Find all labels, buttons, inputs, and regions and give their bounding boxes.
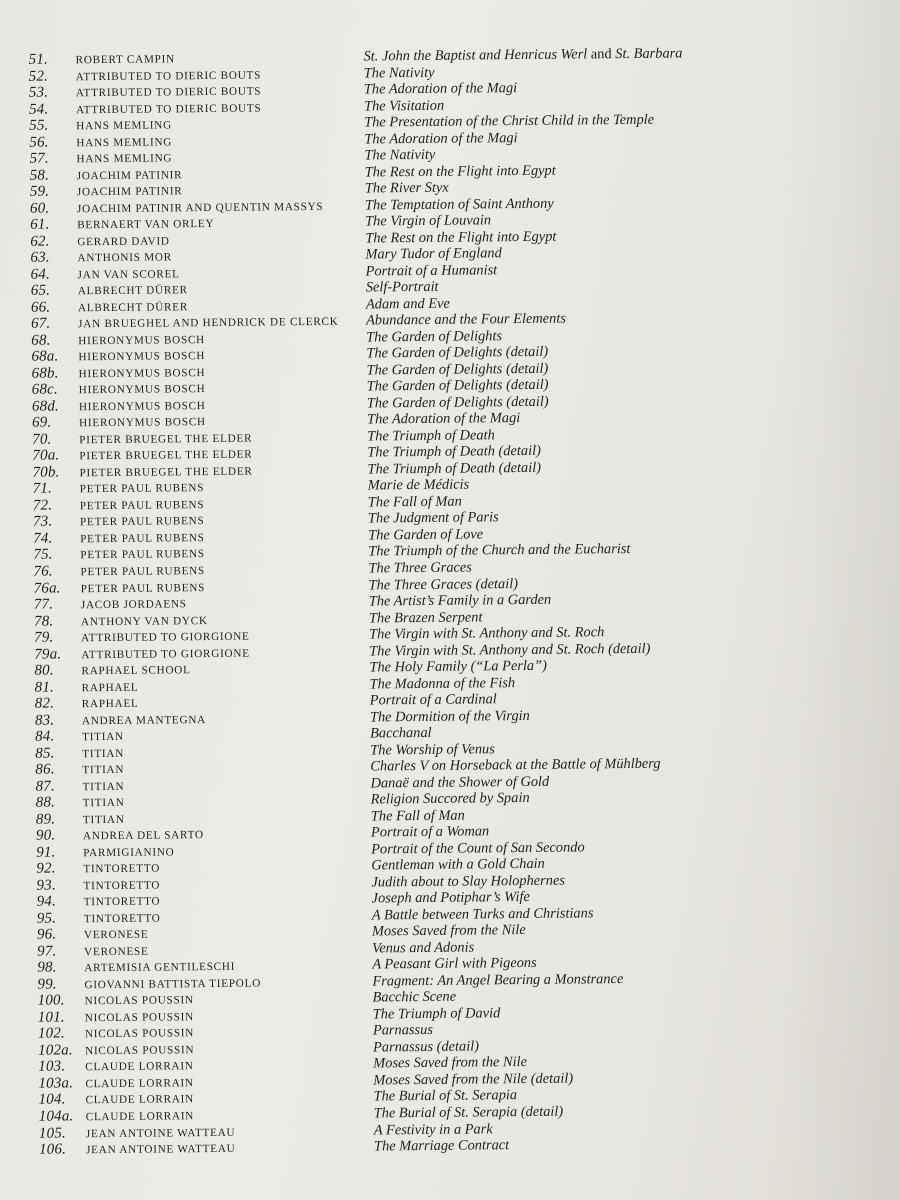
plate-title-text: The Burial of St. Serapia (detail) (373, 1103, 564, 1122)
plate-number: 64. (30, 266, 51, 283)
plate-artist: TITIAN (82, 780, 125, 793)
plate-title-text: The Worship of Venus (370, 740, 495, 759)
plate-number: 75. (33, 546, 53, 564)
plate-title-text: The Adoration of the Magi (364, 129, 518, 148)
plate-number: 71. (32, 480, 53, 498)
plate-number: 85. (35, 745, 55, 762)
plate-title (372, 922, 526, 939)
plate-artist: TINTORETTO (83, 879, 161, 893)
plate-title-text: Self-Portrait (365, 279, 439, 296)
plate-number: 60. (29, 200, 50, 217)
plate-title-text: The Virgin with St. Anthony and St. Roch (369, 624, 605, 643)
plate-number: 77. (33, 596, 54, 613)
plate-artist: PETER PAUL RUBENS (80, 565, 206, 579)
plate-artist: JACOB JORDAENS (80, 598, 187, 612)
plate-title (365, 228, 556, 246)
plate-title (372, 971, 623, 989)
plate-title-text: The Visitation (363, 97, 445, 115)
plate-title (366, 279, 439, 296)
plate-title (364, 80, 517, 97)
plate-number: 68b. (31, 365, 59, 382)
plate-artist: JEAN ANTOINE WATTEAU (85, 1126, 236, 1140)
plate-title (370, 741, 495, 758)
plate-title (373, 1038, 479, 1055)
plate-title (367, 377, 549, 395)
plate-artist: HANS MEMLING (76, 152, 173, 166)
plate-title-text: Adam and Eve (365, 295, 450, 313)
plate-title (366, 311, 566, 329)
plate-artist: PIETER BRUEGEL THE ELDER (79, 448, 253, 463)
plate-number: 68c. (31, 381, 59, 399)
plate-title (369, 576, 518, 593)
plate-artist: HIERONYMUS BOSCH (79, 416, 206, 430)
plate-title-text: A Battle between Turks and Christians (371, 905, 594, 924)
plate-title (370, 708, 530, 726)
plate-title (373, 1071, 573, 1089)
plate-title-text: The Virgin of Louvain (365, 212, 492, 230)
plate-title (372, 955, 537, 973)
plate-artist: TITIAN (82, 797, 125, 810)
plate-number: 80. (34, 662, 54, 679)
plate-number: 99. (37, 976, 57, 993)
plate-title (369, 624, 604, 642)
plate-artist: HIERONYMUS BOSCH (78, 399, 206, 414)
plate-title (364, 147, 435, 164)
plate-number: 100. (37, 992, 65, 1010)
plate-artist: ANDREA DEL SARTO (82, 829, 204, 843)
plate-number: 102a. (38, 1042, 73, 1059)
plate-number: 63. (30, 249, 50, 266)
plate-number: 79. (34, 629, 54, 646)
plate-number: 76. (33, 563, 53, 580)
plate-artist: CLAUDE LORRAIN (85, 1060, 194, 1074)
plate-title (366, 328, 502, 345)
plate-title (366, 295, 450, 312)
plate-artist: HANS MEMLING (76, 135, 173, 149)
plate-artist: VERONESE (83, 928, 149, 942)
plate-number: 104a. (38, 1108, 74, 1125)
plate-title-text: The Holy Family (“La Perla”) (369, 657, 547, 676)
plate-number: 91. (36, 844, 56, 861)
plate-title-text: The Garden of Delights (detail) (366, 344, 549, 362)
plate-artist: JAN VAN SCOREL (77, 267, 180, 281)
plate-title-extra: St. Barbara (615, 45, 683, 63)
plate-artist: CLAUDE LORRAIN (85, 1077, 194, 1091)
plate-artist: TINTORETTO (83, 862, 161, 876)
plate-title (368, 559, 472, 576)
plate-title-text: Marie de Médicis (367, 476, 470, 494)
plate-artist: JOACHIM PATINIR (76, 185, 183, 199)
plate-title-text: The Adoration of the Magi (363, 80, 518, 98)
plate-number: 66. (30, 299, 51, 316)
plate-artist: JEAN ANTOINE WATTEAU (85, 1142, 236, 1157)
plate-number: 105. (38, 1124, 67, 1142)
plate-artist: ALBRECHT DÜRER (77, 300, 189, 314)
plate-title-text: The Dormition of the Virgin (369, 707, 530, 726)
plate-artist: TITIAN (82, 813, 125, 826)
plate-title (370, 725, 432, 742)
plate-number: 68d. (31, 398, 60, 415)
plate-title (366, 361, 548, 379)
plate-number: 58. (29, 167, 50, 184)
plate-artist: BERNAERT VAN ORLEY (77, 218, 215, 232)
plate-artist: GERARD DAVID (77, 235, 170, 248)
plate-title (366, 344, 548, 362)
plate-title-text: The Garden of Love (368, 526, 484, 544)
plate-number: 73. (32, 513, 53, 531)
plate-title-text: The Triumph of Death (detail) (367, 443, 541, 461)
plate-title-text: The Fall of Man (367, 493, 462, 511)
plate-artist: ATTRIBUTED TO DIERIC BOUTS (75, 69, 262, 83)
plate-title-text: Charles V on Horseback at the Battle of Mühlberg (370, 755, 661, 775)
plate-title (371, 839, 585, 857)
plate-title-text: The Triumph of the Church and the Eucharist (368, 541, 631, 560)
plate-title-text: The Rest on the Flight into Egypt (364, 162, 556, 181)
plate-title (364, 97, 444, 114)
plate-title (372, 905, 594, 923)
plate-title-text: A Festivity in a Park (373, 1120, 493, 1138)
plate-title (372, 939, 474, 956)
plate-title (367, 394, 549, 412)
plate-title (367, 460, 541, 478)
plate-number: 74. (33, 530, 53, 547)
plate-title (367, 410, 520, 427)
plate-artist: HIERONYMUS BOSCH (78, 383, 206, 397)
plate-title-text: The Burial of St. Serapia (373, 1087, 518, 1105)
plate-number: 92. (36, 860, 56, 877)
plate-artist: ROBERT CAMPIN (75, 53, 175, 67)
plate-artist: JOACHIM PATINIR (76, 168, 183, 182)
plate-title-text: Danaë and the Shower of Gold (370, 773, 550, 792)
plate-title-text: The Three Graces (368, 559, 472, 577)
plate-title-text: Portrait of a Humanist (365, 261, 498, 280)
plate-artist: VERONESE (84, 945, 149, 959)
plate-artist: RAPHAEL (81, 681, 139, 694)
plate-title (373, 1022, 433, 1039)
plate-title (365, 212, 491, 229)
plate-title (368, 526, 483, 543)
plate-number: 97. (37, 943, 57, 960)
plate-title (364, 64, 435, 81)
plate-title-text: Religion Succored by Spain (370, 790, 530, 808)
plate-number: 89. (35, 811, 56, 828)
plate-title-text: The Temptation of Saint Anthony (364, 195, 554, 214)
plate-title-text: The Triumph of Death (detail) (367, 459, 542, 478)
plate-title-text: The Garden of Delights (366, 327, 503, 346)
plate-title-text: The Nativity (364, 146, 436, 164)
plate-title (368, 494, 462, 511)
plate-title-text: Mary Tudor of England (365, 245, 502, 263)
plate-artist: ATTRIBUTED TO DIERIC BOUTS (75, 85, 262, 100)
plate-title-text: The Brazen Serpent (368, 608, 483, 627)
plate-number: 103. (38, 1058, 66, 1076)
plate-title (369, 640, 650, 659)
plate-number: 93. (36, 877, 56, 894)
plate-title-text: The Garden of Delights (detail) (366, 393, 549, 412)
plate-number: 52. (28, 68, 49, 85)
plate-number: 57. (29, 150, 49, 167)
plate-title (370, 691, 497, 708)
plate-number: 79a. (34, 646, 62, 663)
plate-title (369, 592, 552, 610)
plate-title (368, 477, 470, 494)
plate-title (371, 790, 530, 808)
plate-title-text: Venus and Adonis (372, 939, 475, 957)
plate-title (370, 773, 549, 791)
plate-title-text: Fragment: An Angel Bearing a Monstrance (372, 970, 624, 990)
plate-title (365, 180, 449, 197)
plate-artist: HIERONYMUS BOSCH (78, 333, 206, 348)
plate-number: 78. (33, 613, 54, 630)
plate-artist: CLAUDE LORRAIN (85, 1093, 195, 1107)
plate-artist: ATTRIBUTED TO GIORGIONE (81, 630, 250, 645)
plate-title-text: The Garden of Delights (detail) (366, 377, 549, 395)
plate-title-text: The River Styx (364, 179, 449, 197)
plate-artist: ANTHONY VAN DYCK (80, 614, 208, 628)
plate-number: 55. (29, 117, 49, 134)
plate-artist: NICOLAS POUSSIN (84, 1011, 195, 1025)
plate-number: 81. (34, 679, 55, 696)
plate-artist: NICOLAS POUSSIN (84, 994, 194, 1008)
plate-number: 101. (37, 1009, 65, 1026)
plate-artist: HIERONYMUS BOSCH (78, 366, 206, 381)
plate-title (369, 658, 547, 676)
plate-artist: ANDREA MANTEGNA (81, 713, 207, 727)
plate-title (371, 856, 545, 874)
plate-title-text: Bacchic Scene (372, 989, 457, 1006)
plate-title-text: Joseph and Potiphar’s Wife (371, 889, 530, 907)
plate-number: 51. (28, 51, 49, 68)
plate-title (371, 807, 465, 824)
plate-number: 69. (31, 414, 52, 432)
plate-title-text: The Virgin with St. Anthony and St. Roch (detail) (369, 640, 651, 660)
plate-title-text: Gentleman with a Gold Chain (371, 856, 545, 874)
plate-title (374, 1137, 509, 1154)
plate-title-text: The Adoration of the Magi (366, 410, 521, 428)
plate-title-text: The Judgment of Paris (367, 509, 499, 527)
plate-title-text: The Three Graces (detail) (368, 575, 519, 593)
plate-number: 87. (35, 778, 55, 795)
plate-number: 82. (34, 695, 55, 712)
plate-title-text: The Presentation of the Christ Child in the Temple (364, 111, 655, 131)
plate-number: 106. (38, 1141, 67, 1158)
plate-title (367, 443, 541, 461)
plate-number: 96. (36, 926, 57, 944)
plate-number: 61. (30, 216, 50, 233)
plate-artist: PIETER BRUEGEL THE ELDER (79, 432, 253, 447)
plate-title (372, 889, 530, 907)
plate-artist: ALBRECHT DÜRER (77, 284, 188, 298)
plate-artist: TINTORETTO (83, 895, 161, 909)
plate-number: 70. (32, 431, 52, 448)
plate-number: 86. (35, 761, 55, 778)
plate-artist: NICOLAS POUSSIN (85, 1044, 195, 1058)
plate-artist: NICOLAS POUSSIN (84, 1027, 195, 1041)
plate-number: 65. (30, 282, 51, 299)
plate-number: 90. (35, 827, 56, 844)
plate-number: 84. (34, 728, 55, 745)
plate-artist: HIERONYMUS BOSCH (78, 350, 206, 364)
plate-title-text: Moses Saved from the Nile (detail) (373, 1070, 574, 1089)
plate-title-text: Portrait of a Woman (370, 823, 490, 841)
plate-title (371, 872, 565, 890)
plate-title (365, 162, 556, 180)
plate-title-text: Portrait of a Cardinal (369, 691, 497, 709)
plate-artist: CLAUDE LORRAIN (85, 1110, 195, 1124)
plate-artist: JOACHIM PATINIR AND QUENTIN MASSYS (76, 200, 324, 215)
plate-title-text: The Fall of Man (370, 807, 465, 825)
plate-title (370, 675, 516, 692)
plate-title-text: The Nativity (363, 64, 435, 82)
plate-number: 62. (30, 233, 50, 250)
plate-number: 88. (35, 794, 56, 811)
plate-title (368, 541, 630, 560)
plate-artist: PETER PAUL RUBENS (80, 581, 206, 595)
plate-artist: PETER PAUL RUBENS (79, 482, 205, 496)
plate-number: 98. (37, 959, 57, 977)
plate-title (365, 195, 554, 213)
plate-number: 103a. (38, 1075, 74, 1092)
plate-title (369, 609, 483, 626)
plate-number: 56. (29, 134, 49, 151)
plate-artist: PETER PAUL RUBENS (80, 532, 205, 546)
plate-title-text: Abundance and the Four Elements (366, 310, 566, 329)
plate-artist: PIETER BRUEGEL THE ELDER (79, 465, 253, 480)
plate-title-text: The Garden of Delights (detail) (366, 360, 549, 379)
plate-artist: HANS MEMLING (76, 119, 172, 133)
plate-artist: RAPHAEL (81, 697, 139, 711)
plate-title (367, 427, 495, 444)
plate-artist: RAPHAEL SCHOOL (81, 664, 191, 678)
plate-title-text: The Rest on the Flight into Egypt (365, 228, 557, 247)
plate-number: 68a. (31, 348, 59, 365)
plate-artist: TITIAN (82, 730, 124, 744)
plate-artist: GIOVANNI BATTISTA TIEPOLO (84, 977, 262, 992)
plate-artist: ANTHONIS MOR (77, 251, 173, 265)
plate-title (373, 989, 457, 1006)
plate-number: 59. (29, 183, 50, 200)
plate-title (366, 262, 498, 279)
plate-number: 67. (31, 315, 51, 332)
plate-title-text: Parnassus (detail) (372, 1038, 480, 1056)
plate-artist: TITIAN (82, 764, 125, 777)
plate-title (364, 130, 517, 147)
plate-title-text: St. John the Baptist and Henricus Werl (363, 46, 588, 65)
plate-title (373, 1054, 527, 1071)
plate-title (368, 510, 499, 527)
plate-artist: PARMIGIANINO (83, 846, 175, 859)
plate-number: 70a. (32, 447, 60, 465)
plate-number: 104. (38, 1091, 66, 1109)
plate-title-text: The Marriage Contract (373, 1137, 510, 1155)
plate-title (365, 245, 501, 262)
plate-title-text: The Madonna of the Fish (369, 674, 516, 693)
plate-number: 76a. (33, 579, 61, 597)
plate-artist: TITIAN (82, 747, 125, 760)
plate-artist: PETER PAUL RUBENS (79, 515, 205, 529)
plate-title-text: Parnassus (372, 1022, 433, 1039)
plate-title-text: A Peasant Girl with Pigeons (372, 955, 537, 973)
plate-artist: JAN BRUEGHEL AND HENDRICK DE CLERCK (78, 316, 339, 331)
list-of-plates (28, 43, 899, 1158)
plate-artist: ATTRIBUTED TO GIORGIONE (81, 647, 250, 661)
plate-artist: ARTEMISIA GENTILESCHI (84, 961, 236, 975)
plate-artist: PETER PAUL RUBENS (80, 548, 205, 562)
plate-number: 54. (28, 101, 49, 118)
plate-title-text: The Artist’s Family in a Garden (368, 591, 552, 610)
plate-title (371, 824, 489, 841)
plate-title-joiner: and (587, 46, 616, 63)
plate-number: 70b. (32, 464, 60, 481)
plate-title-text: The Triumph of David (372, 1005, 501, 1023)
plate-title-text: Moses Saved from the Nile (373, 1054, 528, 1072)
plate-title-text: The Triumph of Death (367, 427, 495, 445)
plate-number: 102. (37, 1025, 66, 1043)
plate-number: 68. (31, 332, 51, 349)
plate-title-text: Moses Saved from the Nile (371, 922, 526, 940)
plate-artist: TINTORETTO (83, 912, 161, 926)
plate-title (373, 1005, 501, 1022)
plate-artist: PETER PAUL RUBENS (79, 498, 205, 513)
plate-number: 83. (34, 712, 55, 729)
plate-number: 95. (36, 910, 57, 927)
plate-title (374, 1121, 493, 1138)
plate-number: 72. (32, 497, 53, 514)
plate-title (373, 1088, 517, 1105)
plate-number: 94. (36, 893, 57, 910)
plate-artist: ATTRIBUTED TO DIERIC BOUTS (76, 102, 262, 116)
plate-title (374, 1104, 564, 1122)
plate-title-text: Bacchanal (369, 725, 432, 742)
plate-title-text: Judith about to Slay Holophernes (371, 872, 566, 891)
plate-number: 53. (28, 84, 49, 101)
plate-title-text: Portrait of the Count of San Secondo (371, 839, 585, 858)
